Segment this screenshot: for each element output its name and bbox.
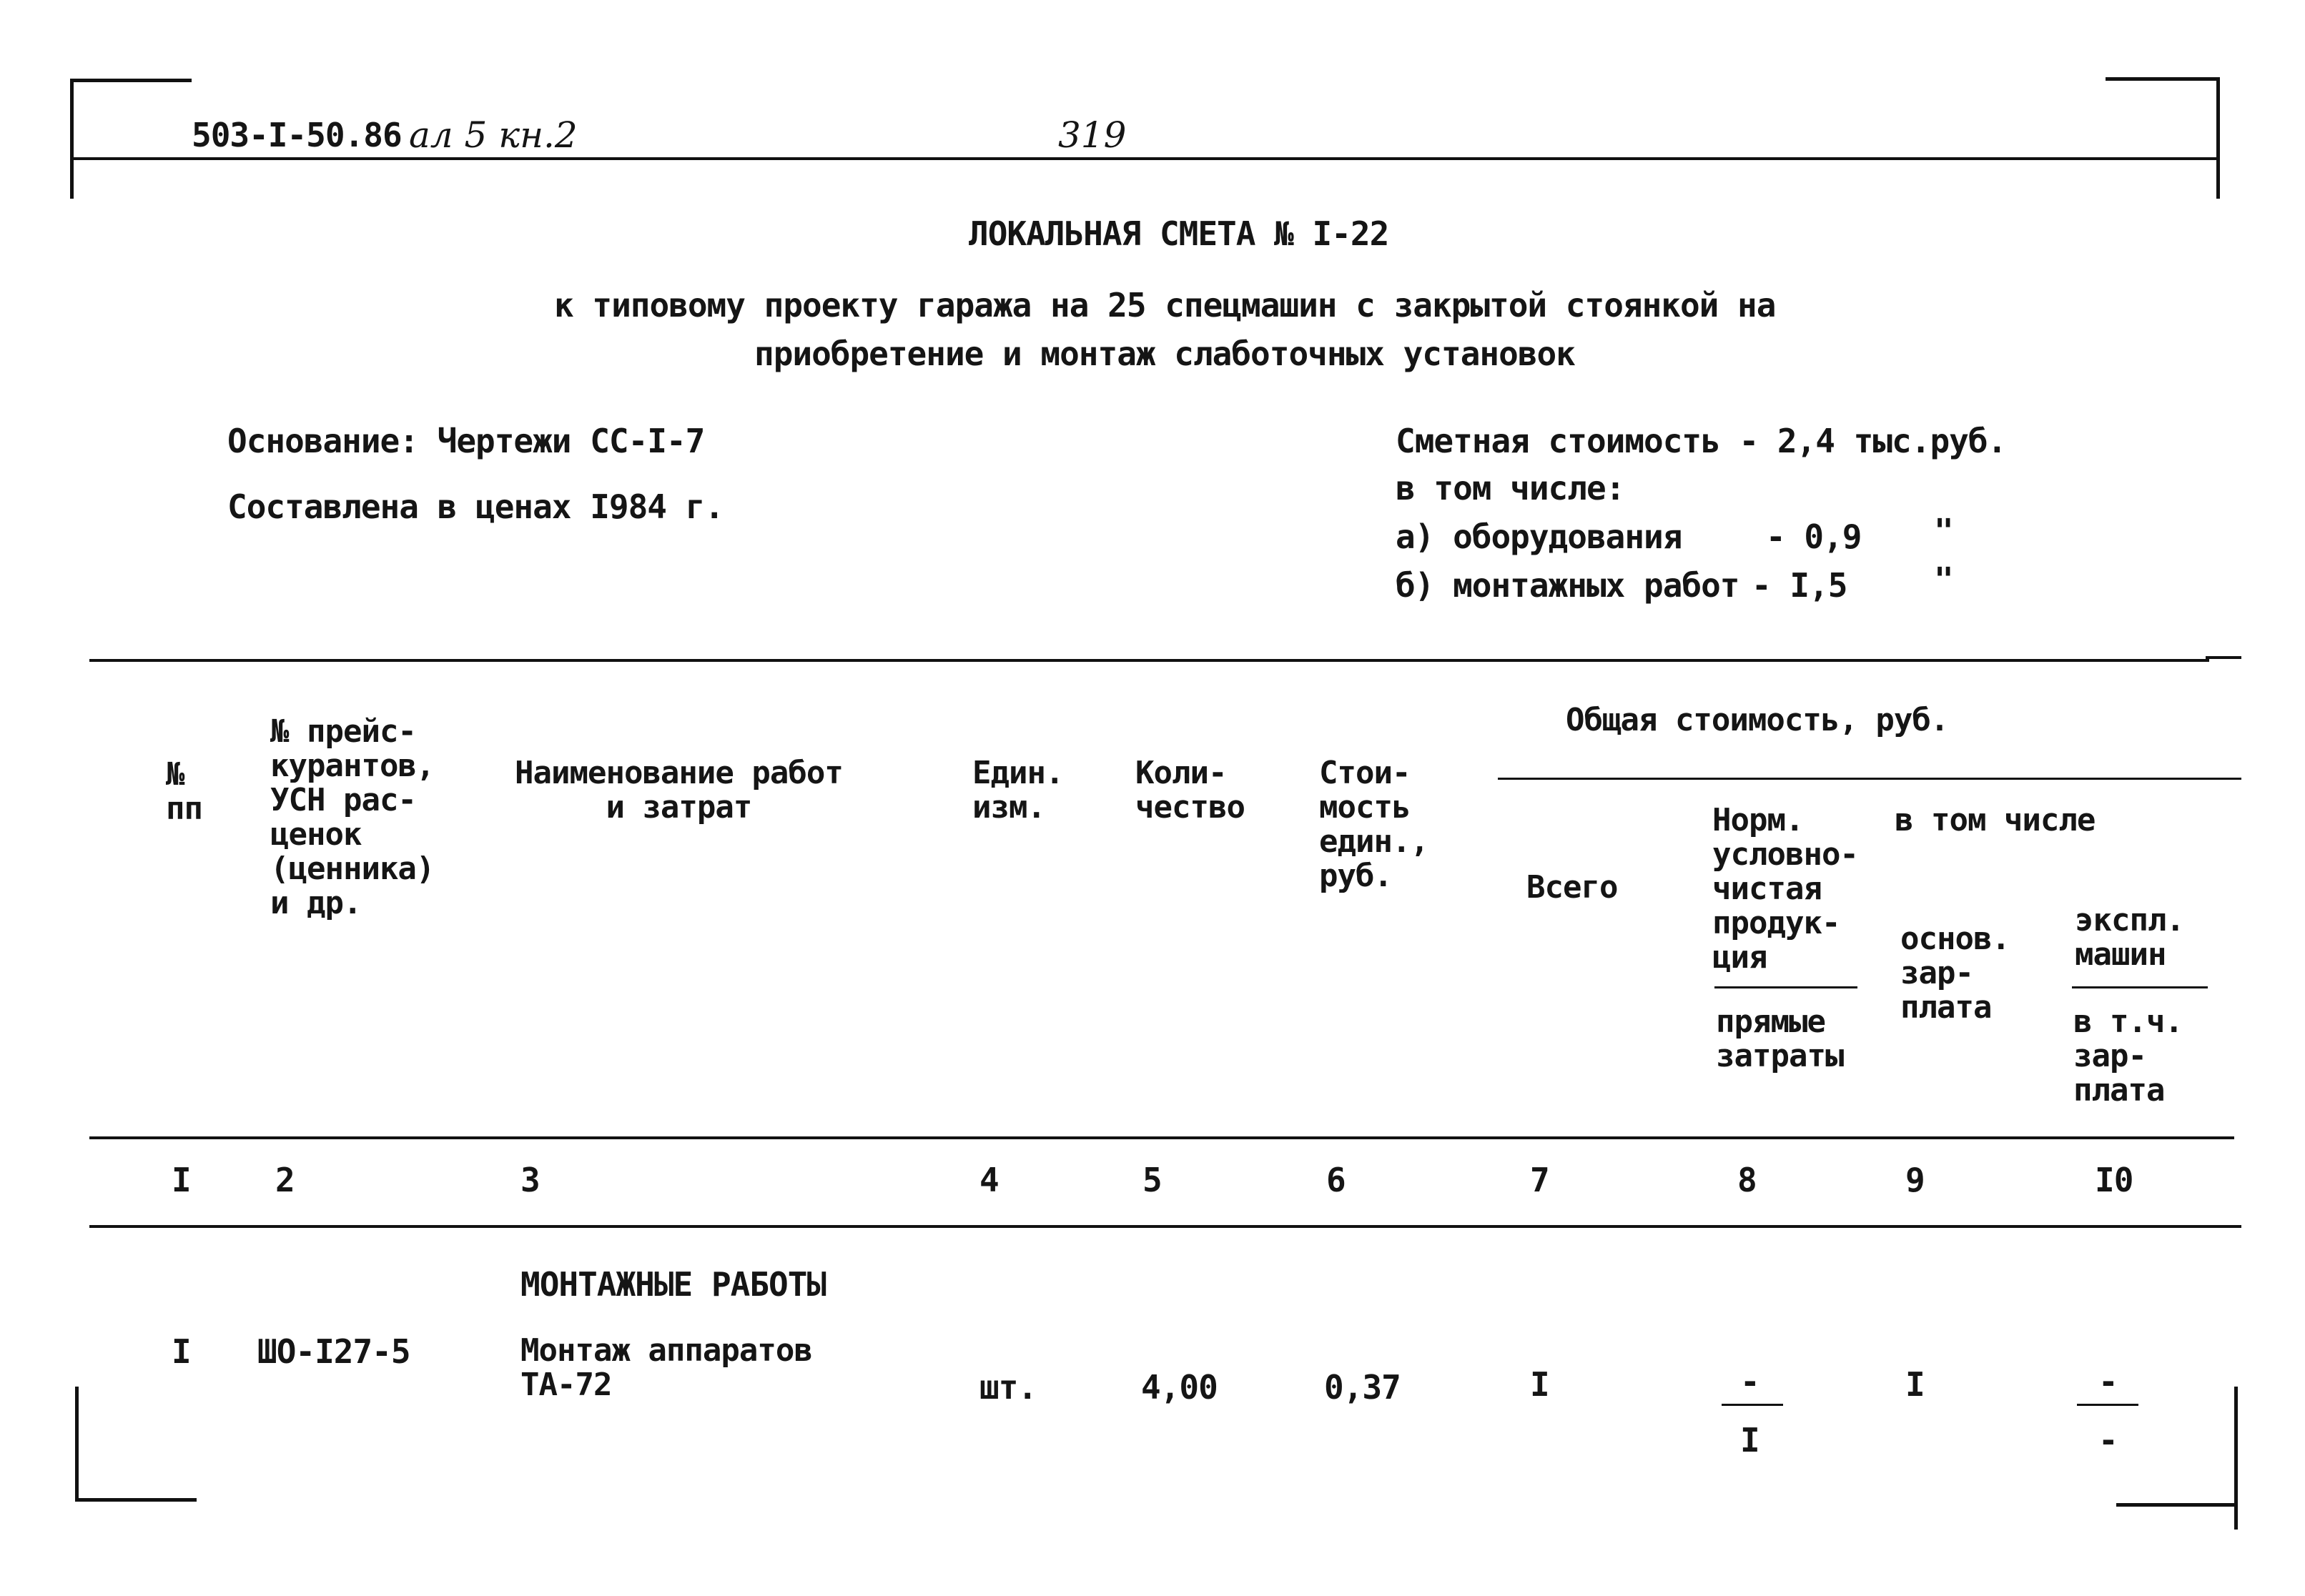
equipment-unit-mark: " [1934, 512, 1953, 550]
basis-text: Основание: Чертежи СС-I-7 [227, 422, 705, 460]
document-title: ЛОКАЛЬНАЯ СМЕТА № I-22 [969, 214, 1389, 253]
prices-text: Составлена в ценах I984 г. [227, 487, 724, 526]
header-col-10-top: экспл. машин [2075, 902, 2184, 973]
column-number: 3 [520, 1161, 540, 1199]
row-norm-bottom: I [1740, 1421, 1759, 1459]
montage-label: б) монтажных работ [1396, 566, 1739, 605]
column-number: 5 [1142, 1161, 1162, 1199]
row-unit: шт. [979, 1368, 1037, 1407]
header-group-total: Общая стоимость, руб. [1566, 702, 1949, 738]
section-title: МОНТАЖНЫЕ РАБОТЫ [520, 1265, 826, 1304]
header-col-2: № прейс- курантов, УСН рас- ценок (ценника) и др. [270, 713, 435, 921]
column-number: 8 [1737, 1161, 1757, 1199]
col8-divider [1714, 986, 1857, 988]
header-col-5: Коли- чество [1135, 755, 1245, 826]
row-machine-bottom: - [2098, 1421, 2118, 1459]
row-salary: I [1905, 1365, 1925, 1404]
row-code: ШО-I27-5 [257, 1332, 410, 1371]
col10-divider [2072, 986, 2208, 988]
header-col-1: № пп [166, 756, 202, 827]
equipment-value: - 0,9 [1766, 517, 1862, 556]
header-col-9: основ. зар- плата [1900, 921, 2010, 1026]
header-including: в том числе [1895, 802, 2096, 838]
row-number: I [172, 1332, 191, 1371]
header-col-6: Стои- мость един., руб. [1319, 755, 1428, 894]
column-number: 2 [275, 1161, 295, 1199]
row-norm-fraction-bar [1722, 1404, 1783, 1406]
header-rule [71, 157, 2220, 160]
row-quantity: 4,00 [1141, 1368, 1218, 1407]
including-label: в том числе: [1396, 469, 1625, 507]
table-top-rule [89, 659, 2209, 662]
header-col-8-bottom: прямые затраты [1716, 1003, 1844, 1074]
table-top-rule-tail [2206, 656, 2241, 659]
header-col-3: Наименование работ и затрат [515, 755, 843, 826]
title-line-1: к типовому проекту гаража на 25 спецмашин с закрытой стоянкой на [554, 286, 1776, 324]
estimated-cost: Сметная стоимость - 2,4 тыс.руб. [1396, 422, 2007, 460]
montage-unit-mark: " [1934, 560, 1953, 599]
column-number: 4 [979, 1161, 999, 1199]
title-line-2: приобретение и монтаж слаботочных установок [754, 334, 1575, 373]
montage-value: - I,5 [1752, 566, 1847, 605]
numbers-bottom-rule [89, 1225, 2241, 1228]
header-col-4: Един. изм. [972, 755, 1064, 826]
column-number: I0 [2095, 1161, 2133, 1199]
column-number: 9 [1905, 1161, 1925, 1199]
row-unit-cost: 0,37 [1324, 1368, 1401, 1407]
group-rule [1498, 778, 2241, 780]
column-number: I [172, 1161, 191, 1199]
column-number: 7 [1530, 1161, 1549, 1199]
header-col-8-top: Норм. условно- чистая продук- ция [1712, 802, 1858, 976]
row-machine-fraction-bar [2077, 1404, 2138, 1406]
equipment-label: а) оборудования [1396, 517, 1682, 556]
page-number: 319 [1058, 114, 1127, 156]
header-col-7: Всего [1526, 869, 1618, 906]
header-bottom-rule [89, 1136, 2234, 1139]
handwritten-note: ал 5 кн.2 [409, 114, 578, 156]
row-name: Монтаж аппаратов ТА-72 [520, 1332, 812, 1403]
header-col-10-bottom: в т.ч. зар- плата [2073, 1003, 2183, 1109]
column-number: 6 [1326, 1161, 1346, 1199]
row-machine-top: - [2098, 1362, 2118, 1401]
doc-code: 503-I-50.86 [192, 116, 402, 154]
row-total: I [1530, 1365, 1549, 1404]
row-norm-top: - [1740, 1362, 1759, 1401]
